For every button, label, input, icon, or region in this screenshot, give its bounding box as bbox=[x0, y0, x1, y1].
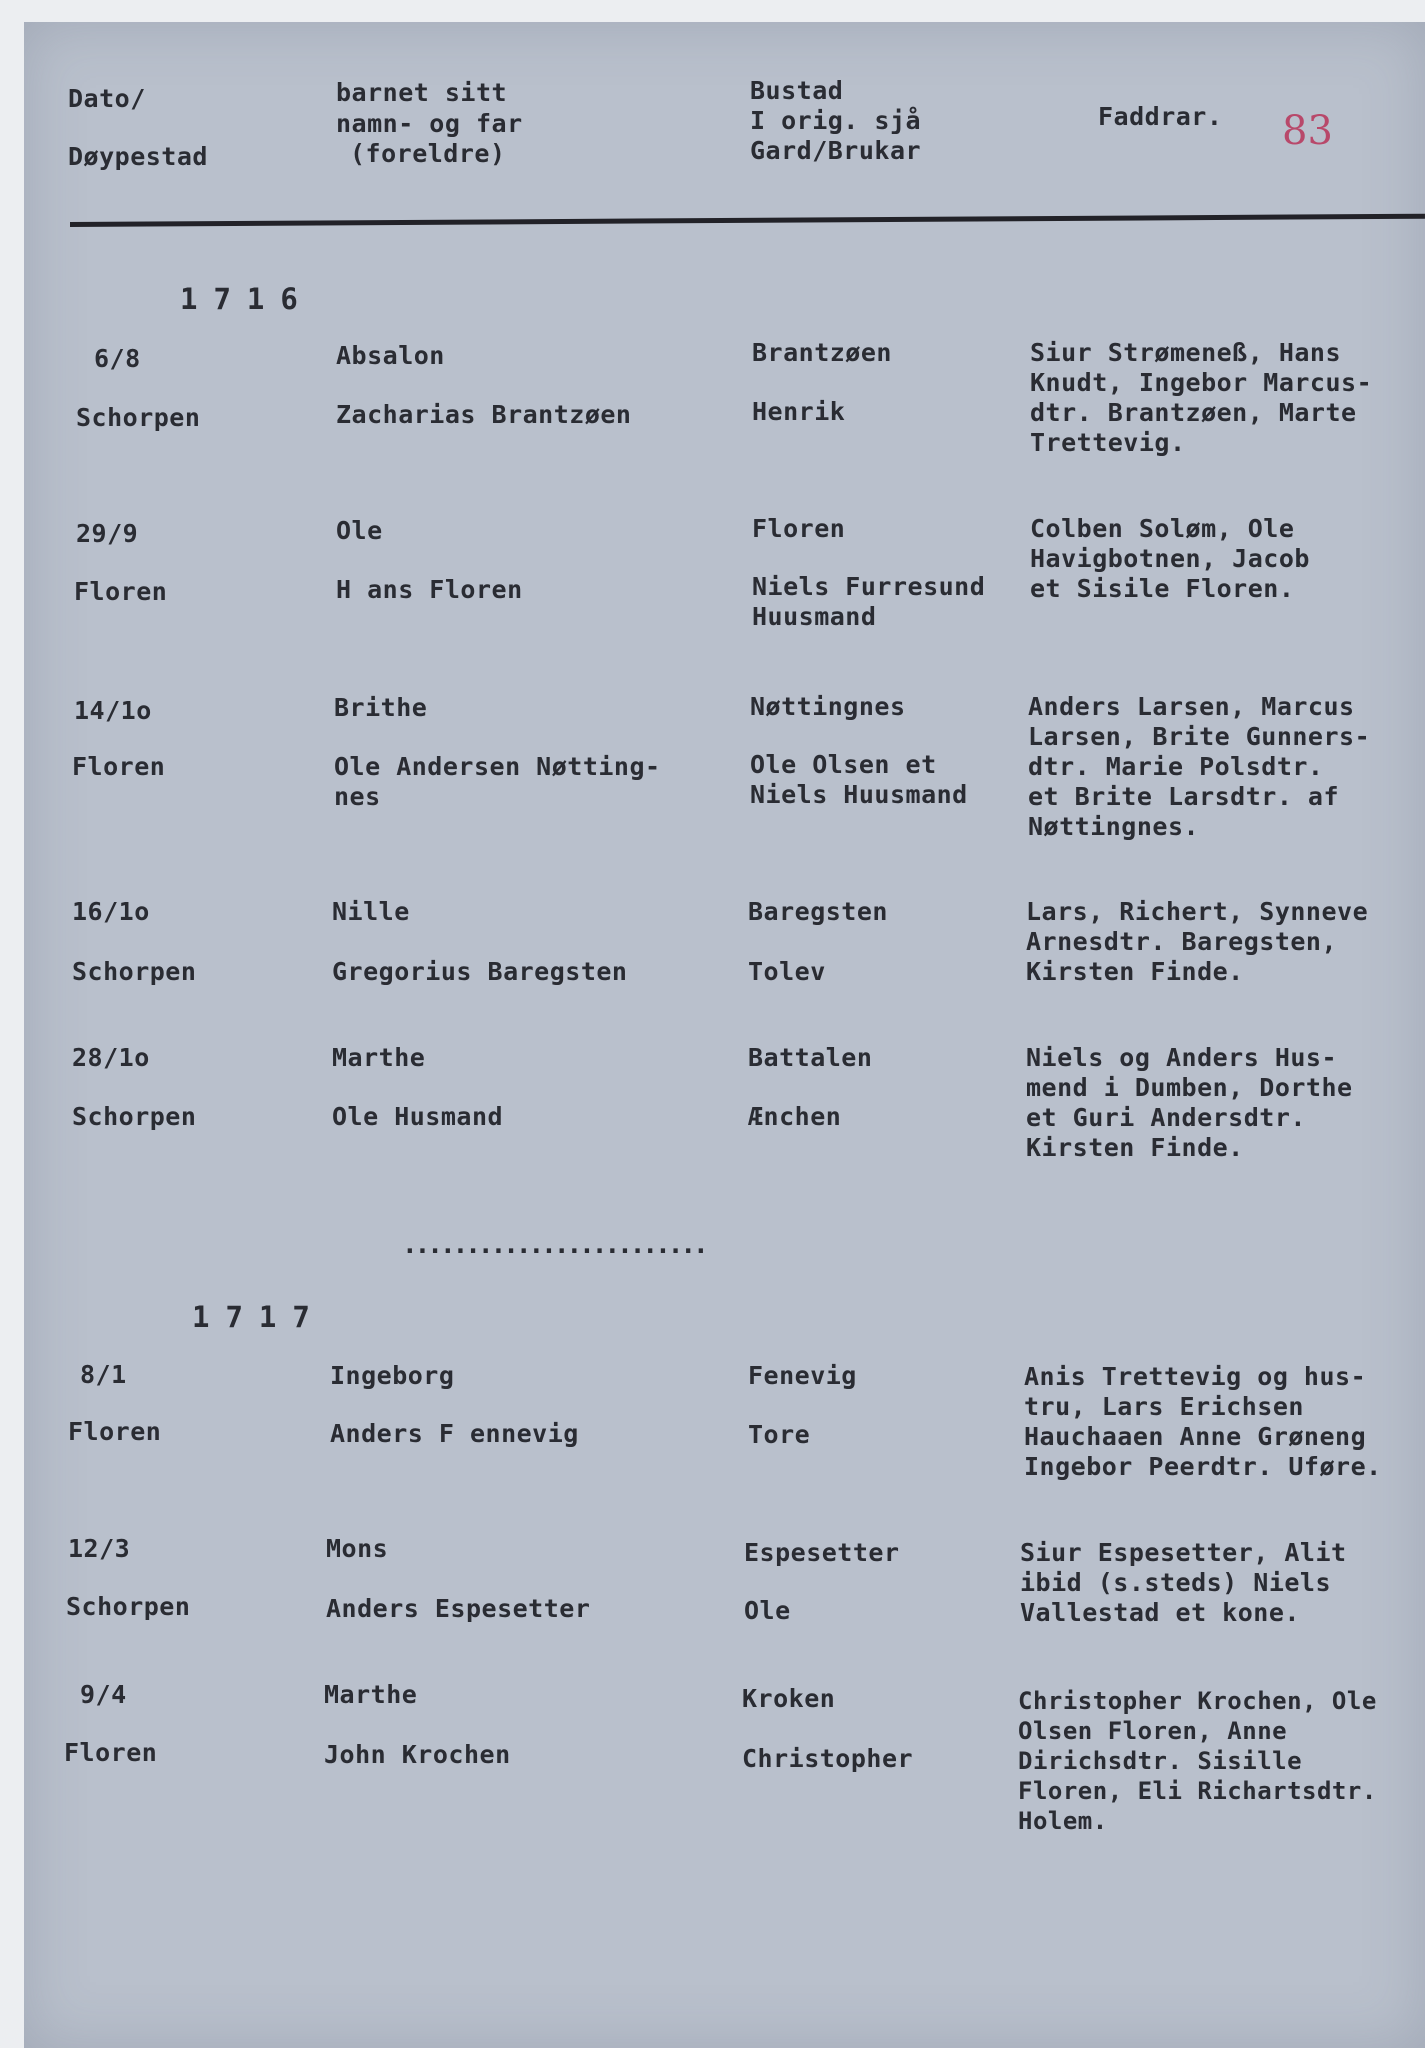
header-residence-label-1: Bustad bbox=[750, 76, 844, 105]
entry-father: Anders F ennevig bbox=[330, 1419, 579, 1448]
entry-place: Floren bbox=[68, 1417, 162, 1446]
header-child-label-3: (foreldre) bbox=[350, 139, 506, 168]
entry-godparents: Siur Strømeneß, Hans Knudt, Ingebor Marcus- dtr. Brantzøen, Marte Trettevig. bbox=[1030, 338, 1373, 457]
entry-child-name: Marthe bbox=[332, 1043, 426, 1072]
entry-farm-detail: Ole bbox=[744, 1596, 791, 1625]
entry-father: Ole Andersen Nøtting- nes bbox=[334, 752, 661, 811]
entry-farm: Espesetter bbox=[744, 1538, 900, 1567]
entry-farm: Battalen bbox=[748, 1043, 873, 1072]
entry-date: 14/1o bbox=[74, 696, 152, 725]
entry-farm-detail: Niels Furresund Huusmand bbox=[752, 572, 986, 631]
entry-child-name: Marthe bbox=[324, 1680, 418, 1709]
entry-farm-detail: Tore bbox=[748, 1420, 811, 1449]
entry-farm: Brantzøen bbox=[752, 338, 892, 367]
entry-godparents: Christopher Krochen, Ole Olsen Floren, Anne Dirichsdtr. Sisille Floren, Eli Richartsdtr. Holem. bbox=[1018, 1687, 1377, 1835]
header-child-label-2: namn- og far bbox=[336, 109, 523, 138]
header-child-label-1: barnet sitt bbox=[336, 78, 508, 107]
entry-farm: Nøttingnes bbox=[750, 692, 906, 721]
header-baptism-place-label: Døypestad bbox=[68, 142, 208, 171]
entry-father: Ole Husmand bbox=[332, 1102, 504, 1131]
entry-father: H ans Floren bbox=[336, 575, 523, 604]
page-number: 83 bbox=[1282, 108, 1333, 154]
header-date-label: Dato/ bbox=[68, 84, 146, 113]
entry-godparents: Lars, Richert, Synneve Arnesdtr. Baregsten, Kirsten Finde. bbox=[1026, 897, 1369, 986]
year-heading: 1716 bbox=[180, 282, 314, 316]
entry-date: 8/1 bbox=[80, 1360, 127, 1389]
header-godparents-label: Faddrar. bbox=[1098, 102, 1223, 131]
entry-farm: Floren bbox=[752, 514, 846, 543]
entry-date: 16/1o bbox=[72, 897, 150, 926]
entry-place: Floren bbox=[74, 577, 168, 606]
entry-date: 9/4 bbox=[80, 1680, 127, 1709]
entry-farm-detail: Tolev bbox=[748, 957, 826, 986]
header-residence-label-3: Gard/Brukar bbox=[750, 136, 922, 165]
entry-father: Gregorius Baregsten bbox=[332, 957, 628, 986]
entry-farm-detail: Henrik bbox=[752, 397, 846, 426]
entry-child-name: Ingeborg bbox=[330, 1361, 455, 1390]
entry-place: Schorpen bbox=[72, 1102, 197, 1131]
entry-place: Schorpen bbox=[72, 957, 197, 986]
entry-place: Floren bbox=[64, 1738, 158, 1767]
entry-child-name: Absalon bbox=[336, 341, 445, 370]
entry-godparents: Siur Espesetter, Alit ibid (s.steds) Niels Vallestad et kone. bbox=[1020, 1538, 1347, 1627]
entry-father: John Krochen bbox=[324, 1740, 511, 1769]
entry-child-name: Brithe bbox=[334, 693, 428, 722]
entry-father: Zacharias Brantzøen bbox=[336, 400, 632, 429]
entry-godparents: Anis Trettevig og hus- tru, Lars Erichsen Hauchaaen Anne Grøneng Ingebor Peerdtr. Uføre. bbox=[1024, 1362, 1382, 1481]
entry-godparents: Colben Soløm, Ole Havigbotnen, Jacob et Sisile Floren. bbox=[1030, 514, 1310, 603]
entry-farm-detail: Christopher bbox=[742, 1744, 914, 1773]
entry-date: 29/9 bbox=[76, 519, 139, 548]
entry-farm: Kroken bbox=[742, 1684, 836, 1713]
entry-farm-detail: Ole Olsen et Niels Huusmand bbox=[750, 750, 968, 809]
entry-place: Floren bbox=[72, 752, 166, 781]
entry-farm: Fenevig bbox=[748, 1361, 857, 1390]
entry-farm-detail: Ænchen bbox=[748, 1102, 842, 1131]
entry-date: 6/8 bbox=[94, 344, 141, 373]
year-heading: 1717 bbox=[192, 1300, 326, 1334]
entry-father: Anders Espesetter bbox=[326, 1594, 591, 1623]
entry-child-name: Nille bbox=[332, 897, 410, 926]
entry-godparents: Anders Larsen, Marcus Larsen, Brite Gunners- dtr. Marie Polsdtr. et Brite Larsdtr. af Nøttingnes. bbox=[1028, 692, 1371, 841]
entry-child-name: Mons bbox=[326, 1534, 389, 1563]
entry-farm: Baregsten bbox=[748, 897, 888, 926]
section-separator: ........................ bbox=[402, 1230, 706, 1260]
entry-place: Schorpen bbox=[76, 403, 201, 432]
entry-date: 28/1o bbox=[72, 1043, 150, 1072]
entry-place: Schorpen bbox=[66, 1592, 191, 1621]
entry-child-name: Ole bbox=[336, 516, 383, 545]
header-residence-label-2: I orig. sjå bbox=[750, 106, 922, 135]
entry-godparents: Niels og Anders Hus- mend i Dumben, Dorthe et Guri Andersdtr. Kirsten Finde. bbox=[1026, 1043, 1353, 1162]
entry-date: 12/3 bbox=[68, 1534, 131, 1563]
